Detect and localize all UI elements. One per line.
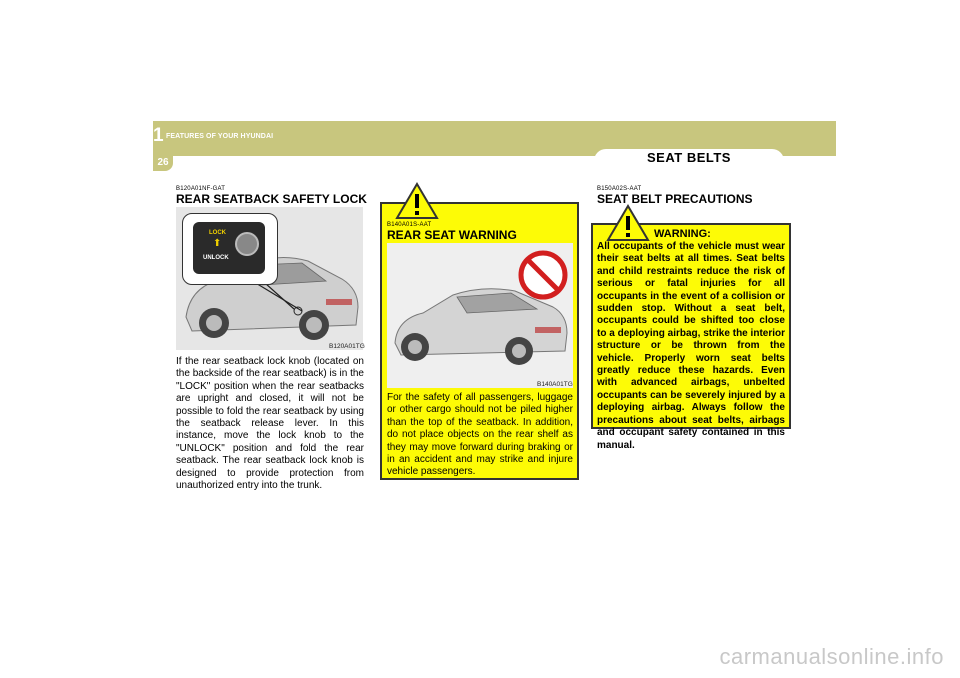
chapter-number: 1 bbox=[153, 125, 164, 146]
seat-belt-warning-text: All occupants of the vehicle must wear their seat belts at all times. Seat belts and child restraints reduce the risk of serious or fatal injuries for all occupants in the event of a collision or sudden stop. Without a seat belt, occupants could be shifted too close to a deploying airbag, strike the interior structure or be thrown from the vehicle. Properly worn seat belts greatly reduce these hazards. Even with advanced airbags, unbelted occupants can be severely injured by a deploying airbag. Always follow the precautions about seat belts, airbags and occupant safety contained in this manual. bbox=[597, 241, 785, 451]
col2-code: B140A01S-AAT bbox=[387, 222, 432, 228]
col2-heading: REAR SEAT WARNING bbox=[387, 228, 517, 242]
col2-body: For the safety of all passengers, luggage or other cargo should not be piled higher than the top of the seatback. In addition, do not place objects on the rear shelf as they may move forward during braking or in an accident and may strike and injure vehicle passengers. bbox=[387, 392, 573, 478]
car-side-illustration bbox=[387, 243, 573, 388]
col1-heading: REAR SEATBACK SAFETY LOCK bbox=[176, 192, 367, 206]
page-number: 26 bbox=[157, 157, 169, 168]
col1-figure-caption: B120A01TG bbox=[329, 343, 365, 350]
unlock-label: UNLOCK bbox=[203, 255, 229, 261]
footer-watermark: carmanualsonline.info bbox=[719, 644, 944, 669]
col3-heading: SEAT BELT PRECAUTIONS bbox=[597, 192, 753, 206]
warning-triangle-icon bbox=[606, 204, 650, 242]
lock-knob-inset bbox=[182, 213, 278, 285]
rear-seatback-lock-figure bbox=[176, 207, 363, 350]
section-title: SEAT BELTS bbox=[647, 150, 731, 165]
lock-knob bbox=[235, 232, 259, 256]
col2-figure-caption: B140A01TG bbox=[537, 381, 573, 388]
arrow-up-icon: ⬆ bbox=[213, 238, 222, 249]
col3-code: B150A02S-AAT bbox=[597, 186, 642, 192]
warning-label: WARNING: bbox=[654, 228, 711, 240]
col1-code: B120A01NF-GAT bbox=[176, 186, 226, 192]
warning-triangle-icon bbox=[395, 182, 439, 220]
chapter-title: FEATURES OF YOUR HYUNDAI bbox=[166, 133, 274, 140]
lock-panel bbox=[193, 222, 265, 274]
prohibition-icon bbox=[521, 253, 565, 297]
lock-label: LOCK bbox=[209, 230, 226, 236]
rear-shelf-figure bbox=[387, 243, 573, 388]
col1-body: If the rear seatback lock knob (located on the backside of the rear seatback) is in the "LOCK" position when the rear seatbacks are upright and closed, it will not be possible to fold the rear seatback by using the seatback release lever. In this instance, move the lock knob to the "UNLOCK" position and fold the rear seatback. The rear seatback lock knob is designed to provide protection from unauthorized entry into the trunk. bbox=[176, 356, 364, 492]
